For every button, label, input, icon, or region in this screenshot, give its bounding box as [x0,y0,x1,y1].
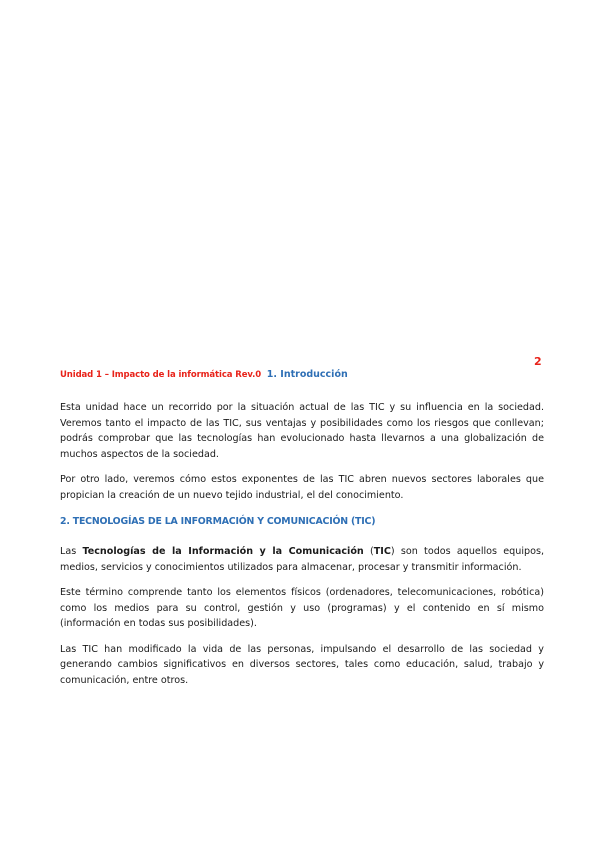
tic-def-term: Tecnologías de la Información y la Comunicación [82,546,364,557]
tic-impact-paragraph: Las TIC han modificado la vida de las personas, impulsando el desarrollo de las sociedad y generando cambios significativos en diversos sectores, tales como educación, salud, trabajo y comunicación, entre otros. [60,643,544,686]
tic-scope-paragraph: Este término comprende tanto los elementos físicos (ordenadores, telecomunicaciones, robótica) como los medios para su control, gestión y uso (programas) y el contenido en sí mismo (información en todas sus posibilidades). [60,587,544,629]
intro-paragraph-2: Por otro lado, veremos cómo estos exponentes de las TIC abren nuevos sectores laborales que propician la creación de un nuevo tejido industrial, el del conocimiento. [60,474,544,501]
tic-def-rest: ) son todos aquellos equipos, medios, servicios y conocimientos utilizados para almacenar, procesar y transmitir información. [60,546,545,573]
running-header [60,369,540,380]
intro-paragraph-1: Esta unidad hace un recorrido por la situación actual de las TIC y su influencia en la sociedad. Veremos tanto el impacto de las TIC, sus ventajas y posibilidades como los riesgos que conllevan; podrás comprobar que las tecnologías han evolucionado hasta llevarnos a una globalización de muchos aspectos de la sociedad. [60,402,544,460]
tic-def-paren: ( [363,546,374,557]
section-heading-tic: 2. TECNOLOGÍAS DE LA INFORMACIÓN Y COMUNICACIÓN (TIC) [60,516,376,527]
page-number: 2 [534,355,542,368]
tic-definition-paragraph [60,544,544,575]
tic-def-prefix: Las [60,546,83,557]
unit-label: Unidad 1 – Impacto de la informática Rev.0 [60,370,262,380]
page-content [60,400,544,698]
tic-def-acronym: TIC [373,546,391,557]
section-title-introduccion: 1. Introducción [266,369,348,380]
